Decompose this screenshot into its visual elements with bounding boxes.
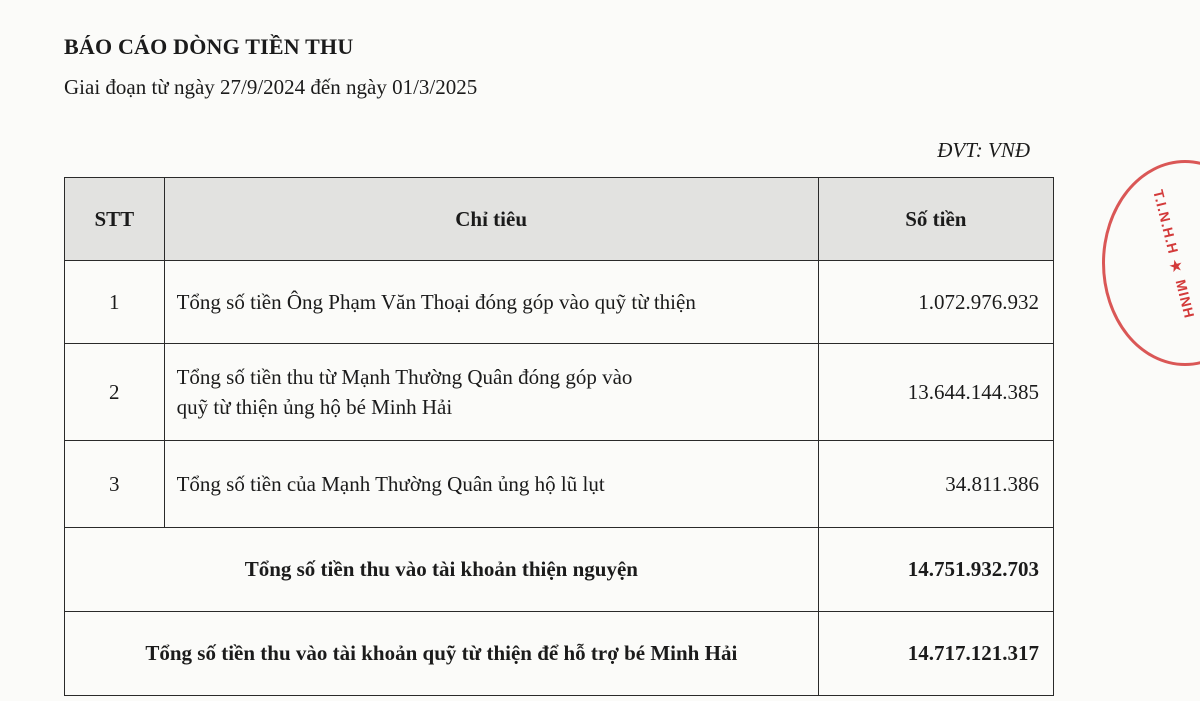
table-header-row (65, 178, 1054, 261)
row-description-line: Tổng số tiền thu từ Mạnh Thường Quân đóng góp vào (176, 365, 633, 389)
row-description-line: quỹ từ thiện ủng hộ bé Minh Hải (176, 395, 453, 419)
stamp-text: T.I.N.H.H ★ MINH (1150, 188, 1198, 321)
table-row (65, 344, 1054, 441)
row-amount: 1.072.976.932 (818, 261, 1053, 344)
report-period: Giai đoạn từ ngày 27/9/2024 đến ngày 01/3/2025 (64, 75, 478, 99)
row-stt: 2 (65, 344, 165, 441)
total-row (65, 612, 1054, 696)
row-stt: 1 (65, 261, 165, 344)
header-description: Chỉ tiêu (164, 178, 818, 261)
currency-unit: ĐVT: VNĐ (937, 138, 1030, 162)
row-amount: 13.644.144.385 (818, 344, 1053, 441)
row-stt: 3 (65, 441, 165, 528)
header-amount: Số tiền (818, 178, 1053, 261)
table-row (65, 441, 1054, 528)
report-title: BÁO CÁO DÒNG TIỀN THU (64, 34, 354, 59)
total-amount: 14.717.121.317 (818, 612, 1053, 696)
table-row (65, 261, 1054, 344)
total-label: Tổng số tiền thu vào tài khoản thiện nguyện (65, 528, 819, 612)
row-description: Tổng số tiền Ông Phạm Văn Thoại đóng góp vào quỹ từ thiện (164, 261, 818, 344)
row-description (164, 344, 818, 441)
cash-flow-table (64, 177, 1054, 696)
total-label: Tổng số tiền thu vào tài khoản quỹ từ thiện để hỗ trợ bé Minh Hải (65, 612, 819, 696)
total-amount: 14.751.932.703 (818, 528, 1053, 612)
row-description: Tổng số tiền của Mạnh Thường Quân ủng hộ lũ lụt (164, 441, 818, 528)
header-stt: STT (65, 178, 165, 261)
total-row (65, 528, 1054, 612)
row-amount: 34.811.386 (818, 441, 1053, 528)
